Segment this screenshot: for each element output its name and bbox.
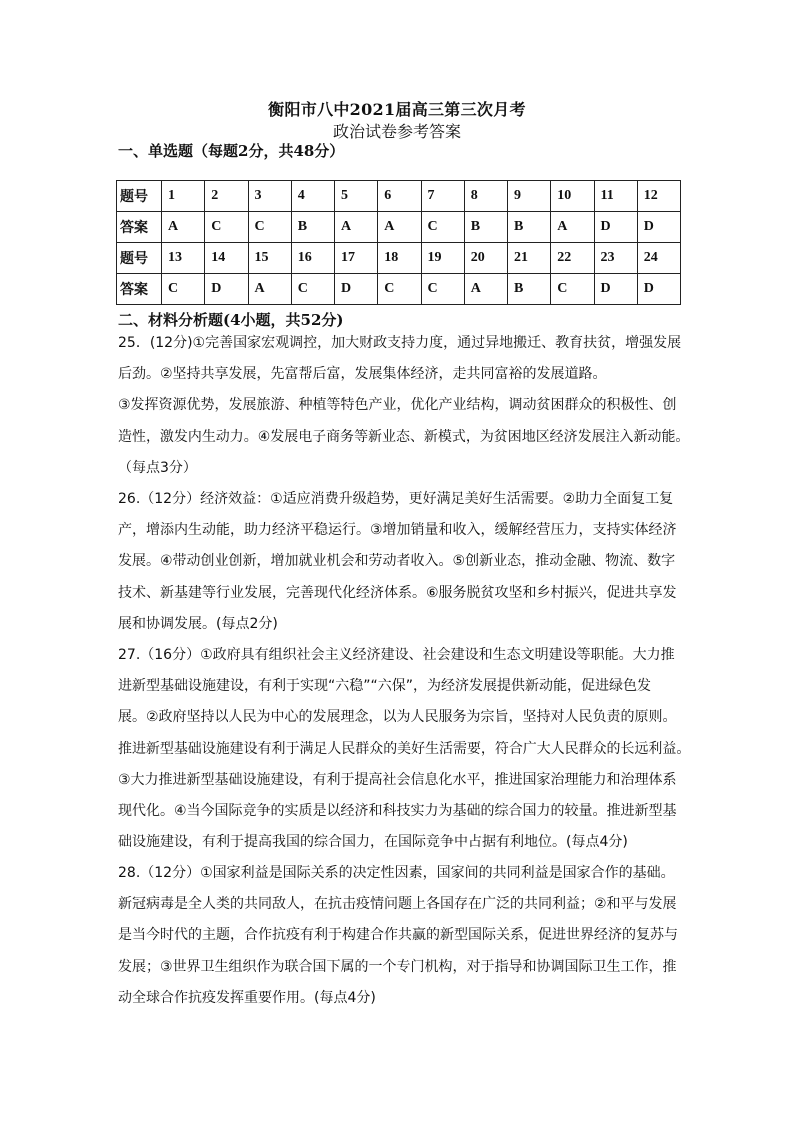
table-cell: C [551,274,594,305]
table-cell: 14 [205,243,248,274]
answer-line: 25．(12分)①完善国家宏观调控，加大财政支持力度，通过异地搬迁、教育扶贫，增强发展 [118,335,682,351]
answer-line: 产，增添内生动能，助力经济平稳运行。③增加销量和收入，缓解经营压力，支持实体经济 [118,522,677,539]
table-cell: 1 [162,181,205,212]
table-cell: 8 [464,181,507,212]
answer-table [116,180,681,305]
table-cell: A [378,212,421,243]
row-label: 题号 [117,243,162,274]
answer-line: 技术、新基建等行业发展，完善现代化经济体系。⑥服务脱贫攻坚和乡村振兴，促进共享发 [118,584,677,601]
exam-title: 衡阳市八中2021届高三第三次月考 [268,100,526,119]
answer-line: 发展；③世界卫生组织作为联合国下属的一个专门机构，对于指导和协调国际卫生工作，推 [118,958,677,975]
table-cell: 7 [421,181,464,212]
answer-line: ③大力推进新型基础设施建设，有利于提高社会信息化水平，推进国家治理能力和治理体系 [118,771,677,788]
table-cell: D [594,274,637,305]
table-cell: 17 [335,243,378,274]
table-cell: C [205,212,248,243]
table-cell: C [291,274,334,305]
question-26-answer [118,484,688,640]
row-label: 答案 [117,274,162,305]
table-cell: 10 [551,181,594,212]
answer-line: 动全球合作抗疫发挥重要作用。(每点4分) [118,989,376,1006]
table-cell: 15 [248,243,291,274]
section1-heading: 一、单选题（每题2分，共48分） [118,142,345,160]
table-cell: A [335,212,378,243]
answer-line: 推进新型基础设施建设有利于满足人民群众的美好生活需要，符合广大人民群众的长远利益。 [118,740,691,757]
table-cell: C [248,212,291,243]
answer-line: 26.（12分）经济效益：①适应消费升级趋势，更好满足美好生活需要。②助力全面复工复 [118,491,674,507]
answer-line: 造性，激发内生动力。④发展电子商务等新业态、新模式，为贫困地区经济发展注入新动能。 [118,428,690,445]
answer-table-body [117,181,681,305]
table-cell: C [378,274,421,305]
table-cell: A [551,212,594,243]
answer-line: 后劲。②坚持共享发展，先富帮后富，发展集体经济，走共同富裕的发展道路。 [118,366,607,383]
table-cell: 21 [508,243,551,274]
exam-subtitle: 政治试卷参考答案 [332,122,461,141]
table-cell: A [464,274,507,305]
table-row [117,181,681,212]
table-cell: 12 [637,181,680,212]
table-cell: C [421,274,464,305]
question-27-answer [118,640,691,858]
table-cell: B [508,212,551,243]
answer-line: （每点3分） [118,459,197,476]
answer-line: 是当今时代的主题，合作抗疫有利于构建合作共赢的新型国际关系，促进世界经济的复苏与 [118,927,678,944]
table-cell: 5 [335,181,378,212]
table-cell: D [205,274,248,305]
table-row [117,243,681,274]
answer-line: 发展。④带动创业创新，增加就业机会和劳动者收入。⑤创新业态，推动金融、物流、数字 [118,553,676,570]
answer-line: ③发挥资源优势，发展旅游、种植等特色产业，优化产业结构，调动贫困群众的积极性、创 [118,397,677,414]
table-cell: 23 [594,243,637,274]
table-cell: A [248,274,291,305]
table-cell: B [464,212,507,243]
table-cell: B [291,212,334,243]
table-cell: D [594,212,637,243]
answer-line: 新冠病毒是全人类的共同敌人，在抗击疫情问题上各国存在广泛的共同利益；②和平与发展 [118,896,677,913]
table-row [117,212,681,243]
table-cell: 3 [248,181,291,212]
table-row [117,274,681,305]
row-label: 答案 [117,212,162,243]
table-cell: 11 [594,181,637,212]
question-28-answer [118,858,688,1014]
table-cell: C [162,274,205,305]
section2-heading: 二、材料分析题(4小题，共52分) [118,311,344,329]
table-cell: 4 [291,181,334,212]
table-cell: D [335,274,378,305]
table-cell: A [162,212,205,243]
answer-line: 展。②政府坚持以人民为中心的发展理念，以为人民服务为宗旨，坚持对人民负责的原则。 [118,709,677,726]
answer-line: 础设施建设，有利于提高我国的综合国力，在国际竞争中占据有利地位。(每点4分) [118,834,628,851]
answer-line: 27.（16分）①政府具有组织社会主义经济建设、社会建设和生态文明建设等职能。大力推 [118,647,675,663]
table-cell: C [421,212,464,243]
table-cell: 22 [551,243,594,274]
answer-line: 现代化。④当今国际竞争的实质是以经济和科技实力为基础的综合国力的较量。推进新型基 [118,802,677,819]
table-cell: 20 [464,243,507,274]
table-cell: 6 [378,181,421,212]
answer-line: 28.（12分）①国家利益是国际关系的决定性因素，国家间的共同利益是国家合作的基础。 [118,865,675,881]
table-cell: 9 [508,181,551,212]
answer-line: 进新型基础设施建设，有利于实现“六稳”“六保”，为经济发展提供新动能，促进绿色发 [118,678,652,695]
question-25-answer [118,328,688,484]
table-cell: D [637,274,680,305]
table-cell: 16 [291,243,334,274]
table-cell: B [508,274,551,305]
table-cell: 19 [421,243,464,274]
table-cell: 18 [378,243,421,274]
row-label: 题号 [117,181,162,212]
answer-line: 展和协调发展。(每点2分) [118,615,278,632]
table-cell: 13 [162,243,205,274]
table-cell: 2 [205,181,248,212]
table-cell: 24 [637,243,680,274]
table-cell: D [637,212,680,243]
